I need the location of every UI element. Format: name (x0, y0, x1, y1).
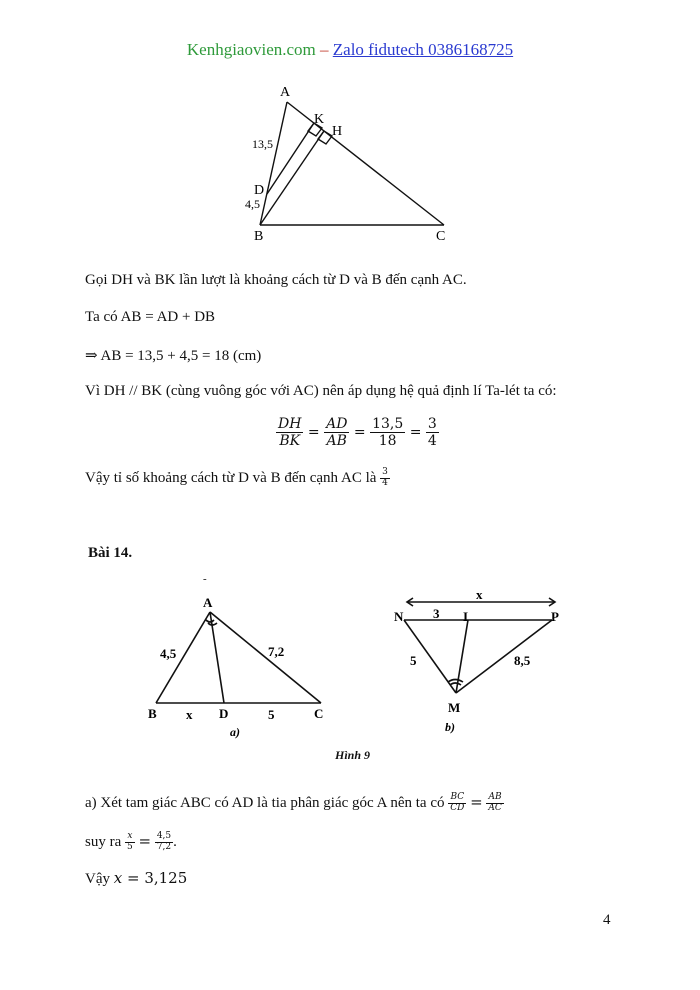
label-bd-length: x (186, 707, 193, 722)
line-ac (287, 102, 444, 225)
label-d: D (219, 706, 229, 721)
solution-a-line: a) Xét tam giác ABC có AD là tia phân giác góc A nên ta có $\frac{BC}{CD}$ = $\frac{AB}{AC}$ (85, 792, 502, 814)
label-np-length: x (476, 587, 483, 602)
solution-suy-ra: suy ra $\frac{x}{5}$ = $\frac{4,5}{7,2}$ . (85, 831, 177, 853)
label-ni-length: 3 (433, 606, 440, 621)
fraction-x-5: $\frac{x}{5}$ (127, 831, 133, 853)
label-ac-length: 7,2 (268, 644, 285, 659)
caption-b: b) (445, 720, 455, 734)
line-ac (210, 612, 321, 703)
label-k: K (314, 112, 325, 127)
fraction-4-5-7-2: $\frac{4,5}{7,2}$ (156, 831, 172, 853)
label-a: A (203, 595, 213, 610)
fraction-ab-ac: $\frac{AB}{AC}$ (488, 792, 502, 814)
label-ab-length: 4,5 (160, 646, 177, 661)
angle-mark-1 (450, 683, 461, 685)
stray-dash: - (203, 573, 207, 585)
paragraph-5: Vậy tỉ số khoảng cách từ D và B đến cạnh AC là $\frac{3}{4}$ (85, 467, 388, 488)
label-pm-length: 8,5 (514, 653, 531, 668)
exercise-title: Bài 14. (88, 545, 133, 561)
fraction-3-4: $\frac{3}{4}$ (427, 416, 437, 450)
site-name[interactable]: Kenhgiaovien.com (186, 40, 316, 59)
zalo-contact-link[interactable]: Zalo fidutech 0386168725 (332, 40, 514, 59)
page-header (0, 40, 700, 60)
label-b: B (148, 706, 157, 721)
fraction-ad-ab: $\frac{AD}{AB}$ (326, 416, 348, 450)
label-p: P (551, 609, 559, 624)
label-db-length: 4,5 (245, 197, 260, 211)
figure-caption: Hình 9 (335, 748, 371, 762)
label-a: A (280, 85, 291, 100)
fraction-answer-3-4: $\frac{3}{4}$ (382, 467, 388, 488)
paragraph-4: Vì DH // BK (cùng vuông góc với AC) nên áp dụng hệ quả định lí Ta-lét ta có: (85, 383, 557, 399)
figure-9b-bisector (385, 585, 575, 750)
label-b: B (254, 229, 264, 244)
line-ab (260, 102, 287, 225)
label-c: C (314, 706, 324, 721)
page-number: 4 (603, 912, 611, 928)
fraction-bc-cd: $\frac{BC}{CD}$ (450, 792, 465, 814)
label-c: C (436, 229, 446, 244)
solution-result: Vậy x = 3,125 (85, 869, 188, 887)
paragraph-2: Ta có AB = AD + DB (85, 309, 216, 325)
equation-ratio: $\frac{DH}{BK}$ = $\frac{AD}{AB}$ = $\frac{13,5}{18}$ = $\frac{3}{4}$ (278, 416, 437, 450)
fraction-13-5-18: $\frac{13,5}{18}$ (372, 416, 404, 450)
header-separator: – (315, 40, 333, 59)
paragraph-3: ⇒ AB = 13,5 + 4,5 = 18 (cm) (85, 348, 262, 364)
fraction-dh-bk: $\frac{DH}{BK}$ (278, 416, 302, 450)
figure-9a-bisector (140, 590, 340, 750)
paragraph-1: Gọi DH và BK lần lượt là khoảng cách từ D và B đến cạnh AC. (85, 272, 467, 288)
label-m: M (448, 700, 461, 715)
caption-a: a) (230, 725, 240, 739)
label-dc-length: 5 (268, 707, 275, 722)
figure-triangle-abc-1 (230, 80, 470, 250)
label-i: I (463, 609, 469, 624)
angle-mark-2 (448, 680, 463, 683)
label-h: H (332, 124, 343, 139)
label-n: N (394, 609, 404, 624)
label-d: D (254, 183, 265, 198)
line-pm (456, 620, 552, 693)
label-nm-length: 5 (410, 653, 417, 668)
angle-mark-1 (206, 620, 214, 622)
label-ad-length: 13,5 (252, 137, 273, 151)
